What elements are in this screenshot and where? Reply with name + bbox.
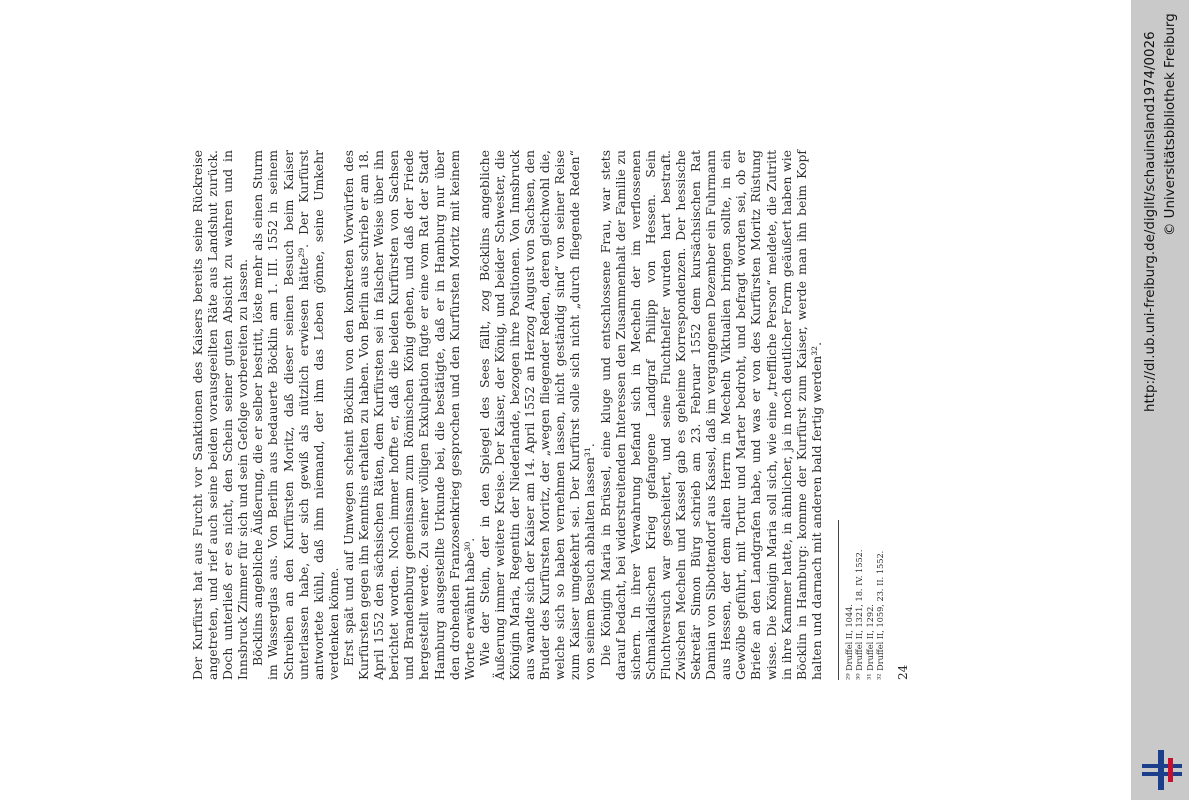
sidebar (1131, 0, 1189, 800)
footnotes (844, 150, 886, 680)
footnote: ³⁰ Druffel II, 1321, 18. IV. 1552. (854, 549, 865, 680)
paragraph: Der Kurfürst hat aus Furcht vor Sanktionen des Kaisers bereits seine Rückreise angetreten, und rief auch seine beiden vorausgeeilten Räte aus Landshut zurück. Doch unterließ er es nicht, den Schein seiner guten Absicht zu wahren und in Innsbruck Zimmer für sich und sein Gefolge vorbereiten zu lassen. (190, 150, 251, 680)
paragraph: Erst spät und auf Umwegen scheint Böcklin von den konkreten Vorwürfen des Kurfürsten gegen ihn Kenntnis erhalten zu haben. Von Berlin aus schrieb er am 18. April 1552 den sächsischen Räten, dem Kurfürsten sei in falscher Weise über ihn berichtet worden. Noch immer hoffte er, daß die beiden Kurfürsten von Sachsen und Brandenburg gemeinsam zum Römischen König gehen, und daß der Friede hergestellt werde. Zu seiner völligen Exkulpation fügte er eine vom Rat der Stadt Hamburg ausgestellte Urkunde bei, die bestätigte, daß er in Hamburg nur über den drohenden Franzosenkrieg gesprochen und den Kurfürsten Moritz mit keinem Worte erwähnt habe³⁰. (340, 150, 477, 680)
source-url-link[interactable]: http://dl.ub.uni-freiburg.de/diglit/schauinsland1974/0026 (1143, 31, 1158, 412)
footnote: ³¹ Druffel II, 1292. (864, 604, 875, 680)
paragraph: Die Königin Maria in Brüssel, eine kluge und entschlossene Frau, war stets darauf bedacht, bei widerstreitenden Interessen den Zusammenhalt der Familie zu sichern. In ihrer Verwahrung befand sich in Mecheln der im verflossenen Schmalkaldischen Krieg gefangene Landgraf Philipp von Hessen. Sein Fluchtversuch war gescheitert, und seine Fluchthelfer wurden hart bestraft. Zwischen Mecheln und Kassel gab es geheime Korrespondenzen. Der hessische Sekretär Simon Bürg schrieb am 23. Februar 1552 dem kursächsischen Rat Damian von Sibottendorf aus Kassel, daß im vergangenen Dezember ein Fuhrmann aus Hessen, der dem alten Herrn in Mecheln Viktualien bringen sollte, in ein Gewölbe geführt, mit Tortur und Marter bedroht, und befragt worden sei, ob er Briefe an den Landgrafen habe, und was er von des Kurfürsten Moritz Rüstung wisse. Die Königin Maria soll sich, wie eine „treffliche Person“ meldete, die Zutritt in ihre Kammer hatte, in ähnlicher, ja in noch deutlicher Form geäußert haben wie Böcklin in Hamburg: komme der Kurfürst zum Kaiser, werde man ihn beim Kopf halten und darnach mit anderen bald fertig werden³². (597, 150, 824, 680)
page-text-block (190, 150, 940, 680)
copyright-text: © Universitätsbibliothek Freiburg (1163, 13, 1178, 236)
page-number: 24 (895, 664, 910, 680)
paragraph: Böcklins angebliche Äußerung, die er selber bestritt, löste mehr als einen Sturm im Wasserglas aus. Von Berlin aus bedauerte Böcklin am 1. III. 1552 in seinem Schreiben an den Kurfürsten Moritz, daß dieser seinen Besuch beim Kaiser unterlassen habe, der sich gewiß als nützlich erwiesen hätte²⁹. Der Kurfürst antwortete kühl, daß ihm niemand, der ihm das Leben gönne, seine Umkehr verdenken könne. (250, 150, 341, 680)
body-text (190, 150, 824, 680)
paragraph: Wie der Stein, der in den Spiegel des Sees fällt, zog Böcklins angebliche Äußerung immer weitere Kreise. Der Kaiser, der König, und beider Schwester, die Königin Maria, Regentin der Niederlande, bezogen ihre Positionen. Von Innsbruck aus wandte sich der Kaiser am 14. April 1552 an Herzog August von Sachsen, den Bruder des Kurfürsten Moritz, der „wegen fliegender Reden, deren gleichwohl die, welche sich so haben vernehmen lassen, nicht geständig sind“ von seiner Reise zum Kaiser umgekehrt sei. Der Kurfürst solle sich nicht „durch fliegende Reden“ von seinem Besuch abhalten lassen³¹. (476, 150, 598, 680)
footnote-divider (838, 520, 839, 680)
footnote: ²⁹ Druffel II, 1044. (843, 604, 854, 680)
footnote: ³² Druffel II, 1059, 23. II. 1552. (875, 550, 886, 680)
ub-freiburg-logo-icon (1137, 744, 1187, 794)
